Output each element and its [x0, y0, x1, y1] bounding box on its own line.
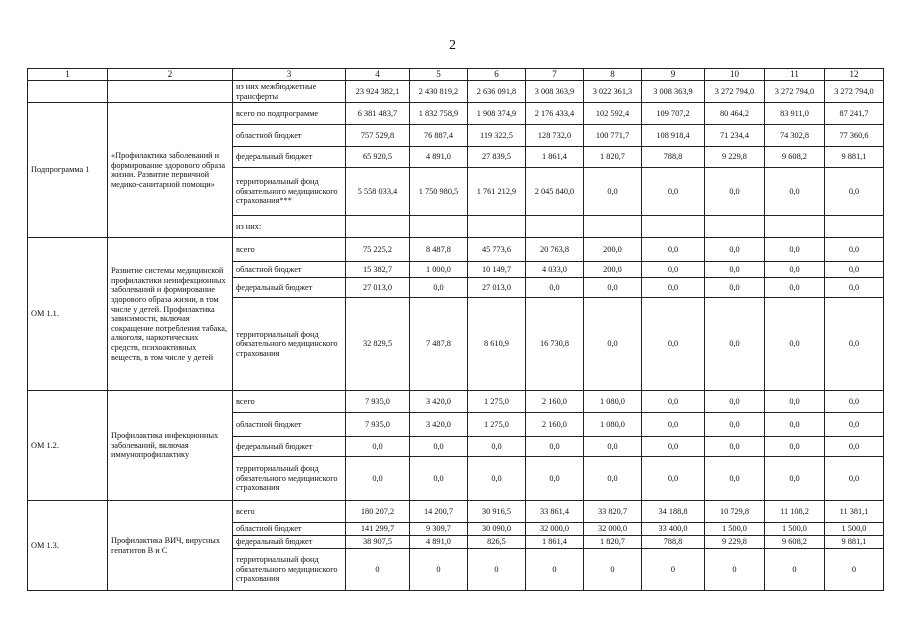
value-cell: 3 272 794,0 [825, 81, 884, 103]
value-cell: 33 820,7 [584, 501, 642, 523]
value-cell: 7 935,0 [346, 413, 410, 437]
value-cell: 8 487,8 [410, 238, 468, 262]
value-cell: 2 430 819,2 [410, 81, 468, 103]
value-cell: 0 [468, 549, 526, 591]
funding-source: федеральный бюджет [233, 437, 346, 457]
header-cell: 2 [108, 69, 233, 81]
funding-source: территориальный фонд обязательного медицинского страхования [233, 298, 346, 391]
value-cell: 45 773,6 [468, 238, 526, 262]
value-cell: 83 911,0 [765, 103, 825, 125]
value-cell: 0,0 [705, 298, 765, 391]
value-cell: 9 881,1 [825, 147, 884, 168]
funding-source: областной бюджет [233, 413, 346, 437]
value-cell: 1 500,0 [705, 523, 765, 536]
value-cell: 3 272 794,0 [705, 81, 765, 103]
value-cell: 76 887,4 [410, 125, 468, 147]
value-cell: 0,0 [825, 262, 884, 278]
budget-table [27, 68, 884, 591]
value-cell: 0,0 [526, 278, 584, 298]
value-cell: 32 000,0 [584, 523, 642, 536]
page-number: 2 [449, 38, 456, 53]
funding-source: территориальный фонд обязательного медицинского страхования*** [233, 168, 346, 216]
value-cell [584, 216, 642, 238]
value-cell: 3 272 794,0 [765, 81, 825, 103]
header-cell: 12 [825, 69, 884, 81]
value-cell [642, 216, 705, 238]
program-code-cell: ОМ 1.3. [28, 501, 108, 591]
value-cell: 0,0 [526, 457, 584, 501]
value-cell: 1 820,7 [584, 147, 642, 168]
value-cell: 0,0 [346, 437, 410, 457]
value-cell: 7 487,8 [410, 298, 468, 391]
value-cell: 3 008 363,9 [526, 81, 584, 103]
value-cell: 0 [584, 549, 642, 591]
value-cell: 9 881,1 [825, 536, 884, 549]
value-cell: 2 045 840,0 [526, 168, 584, 216]
value-cell: 0,0 [705, 262, 765, 278]
value-cell: 0,0 [705, 437, 765, 457]
value-cell: 1 750 980,5 [410, 168, 468, 216]
value-cell: 2 160,0 [526, 391, 584, 413]
header-cell: 1 [28, 69, 108, 81]
value-cell: 0,0 [765, 238, 825, 262]
value-cell: 0,0 [468, 437, 526, 457]
value-cell: 0,0 [642, 278, 705, 298]
value-cell: 1 080,0 [584, 391, 642, 413]
value-cell: 27 839,5 [468, 147, 526, 168]
value-cell: 3 420,0 [410, 413, 468, 437]
value-cell: 788,8 [642, 147, 705, 168]
value-cell: 0,0 [705, 413, 765, 437]
value-cell [705, 216, 765, 238]
value-cell: 1 861,4 [526, 147, 584, 168]
value-cell: 0,0 [825, 168, 884, 216]
header-cell: 10 [705, 69, 765, 81]
program-code-cell [28, 81, 108, 103]
value-cell [468, 216, 526, 238]
value-cell: 0,0 [705, 238, 765, 262]
value-cell: 0,0 [825, 278, 884, 298]
value-cell: 0,0 [765, 298, 825, 391]
value-cell: 71 234,4 [705, 125, 765, 147]
value-cell: 38 907,5 [346, 536, 410, 549]
value-cell: 0,0 [584, 437, 642, 457]
value-cell: 0 [526, 549, 584, 591]
value-cell: 30 090,0 [468, 523, 526, 536]
value-cell [410, 216, 468, 238]
value-cell: 0,0 [584, 298, 642, 391]
value-cell: 108 918,4 [642, 125, 705, 147]
value-cell: 0,0 [705, 391, 765, 413]
funding-source: областной бюджет [233, 125, 346, 147]
value-cell: 32 000,0 [526, 523, 584, 536]
value-cell: 0 [825, 549, 884, 591]
value-cell: 80 464,2 [705, 103, 765, 125]
funding-source: областной бюджет [233, 523, 346, 536]
funding-source: всего по подпрограмме [233, 103, 346, 125]
value-cell: 0,0 [825, 437, 884, 457]
value-cell: 32 829,5 [346, 298, 410, 391]
value-cell [526, 216, 584, 238]
table-row [28, 391, 884, 413]
funding-source: всего [233, 238, 346, 262]
value-cell: 0,0 [825, 298, 884, 391]
value-cell: 2 636 091,8 [468, 81, 526, 103]
value-cell: 1 761 212,9 [468, 168, 526, 216]
value-cell: 10 729,8 [705, 501, 765, 523]
value-cell [825, 216, 884, 238]
value-cell: 1 275,0 [468, 413, 526, 437]
value-cell: 0,0 [765, 278, 825, 298]
value-cell: 9 229,8 [705, 147, 765, 168]
funding-source: федеральный бюджет [233, 536, 346, 549]
value-cell: 15 382,7 [346, 262, 410, 278]
header-cell: 4 [346, 69, 410, 81]
value-cell: 0,0 [526, 437, 584, 457]
value-cell: 1 820,7 [584, 536, 642, 549]
value-cell: 65 920,5 [346, 147, 410, 168]
funding-source: всего [233, 391, 346, 413]
value-cell: 200,0 [584, 262, 642, 278]
value-cell: 0,0 [642, 262, 705, 278]
value-cell: 141 299,7 [346, 523, 410, 536]
header-cell: 6 [468, 69, 526, 81]
value-cell: 0,0 [705, 278, 765, 298]
value-cell: 1 500,0 [825, 523, 884, 536]
value-cell: 0 [346, 549, 410, 591]
value-cell: 109 707,2 [642, 103, 705, 125]
program-code-cell: ОМ 1.2. [28, 391, 108, 501]
value-cell: 1 000,0 [410, 262, 468, 278]
value-cell: 74 302,8 [765, 125, 825, 147]
program-name-cell [108, 81, 233, 103]
table-row [28, 103, 884, 125]
program-name-cell: Развитие системы медицинской профилактики неинфекционных заболеваний и формирование здорового образа жизни, в том числе у детей. Профилактика зависимости, включая сокращение потребления табака, алкоголя, наркотических средств, психоактивных веществ, в том числе у детей [108, 238, 233, 391]
value-cell: 1 275,0 [468, 391, 526, 413]
value-cell: 0 [642, 549, 705, 591]
value-cell: 0,0 [705, 457, 765, 501]
value-cell [346, 216, 410, 238]
value-cell: 0,0 [765, 391, 825, 413]
program-code-cell: ОМ 1.1. [28, 238, 108, 391]
value-cell: 9 608,2 [765, 536, 825, 549]
program-name-cell: «Профилактика заболеваний и формирование здорового образа жизни. Развитие первичной медико-санитарной помощи» [108, 103, 233, 238]
value-cell: 0,0 [642, 413, 705, 437]
value-cell: 0 [765, 549, 825, 591]
value-cell: 200,0 [584, 238, 642, 262]
value-cell: 20 763,8 [526, 238, 584, 262]
value-cell: 0,0 [468, 457, 526, 501]
value-cell: 0,0 [642, 238, 705, 262]
value-cell: 0,0 [705, 168, 765, 216]
value-cell: 10 149,7 [468, 262, 526, 278]
funding-source: территориальный фонд обязательного медицинского страхования [233, 457, 346, 501]
value-cell: 0,0 [825, 413, 884, 437]
value-cell: 1 500,0 [765, 523, 825, 536]
value-cell: 4 891,0 [410, 536, 468, 549]
value-cell: 6 381 483,7 [346, 103, 410, 125]
header-cell: 9 [642, 69, 705, 81]
value-cell: 5 558 033,4 [346, 168, 410, 216]
value-cell: 4 033,0 [526, 262, 584, 278]
program-code-cell: Подпрограмма 1 [28, 103, 108, 238]
value-cell: 0,0 [584, 457, 642, 501]
table-row [28, 501, 884, 523]
value-cell: 0,0 [765, 168, 825, 216]
value-cell: 0,0 [346, 457, 410, 501]
value-cell: 87 241,7 [825, 103, 884, 125]
value-cell: 100 771,7 [584, 125, 642, 147]
value-cell: 0,0 [825, 238, 884, 262]
funding-source: областной бюджет [233, 262, 346, 278]
value-cell: 0,0 [584, 168, 642, 216]
value-cell: 0,0 [825, 391, 884, 413]
table-header-row [28, 69, 884, 81]
value-cell: 0,0 [642, 168, 705, 216]
value-cell: 0,0 [642, 391, 705, 413]
value-cell [765, 216, 825, 238]
value-cell: 0,0 [765, 262, 825, 278]
value-cell: 8 610,9 [468, 298, 526, 391]
value-cell: 33 861,4 [526, 501, 584, 523]
funding-source: из них: [233, 216, 346, 238]
value-cell: 27 013,0 [468, 278, 526, 298]
value-cell: 102 592,4 [584, 103, 642, 125]
value-cell: 11 381,1 [825, 501, 884, 523]
value-cell: 30 916,5 [468, 501, 526, 523]
value-cell: 0,0 [642, 298, 705, 391]
value-cell: 16 730,8 [526, 298, 584, 391]
header-cell: 3 [233, 69, 346, 81]
value-cell: 826,5 [468, 536, 526, 549]
value-cell: 0,0 [765, 413, 825, 437]
value-cell: 788,8 [642, 536, 705, 549]
funding-source: федеральный бюджет [233, 278, 346, 298]
value-cell: 757 529,8 [346, 125, 410, 147]
funding-source: всего [233, 501, 346, 523]
value-cell: 128 732,0 [526, 125, 584, 147]
value-cell: 27 013,0 [346, 278, 410, 298]
value-cell: 23 924 382,1 [346, 81, 410, 103]
funding-source: из них межбюджетные трансферты [233, 81, 346, 103]
value-cell: 9 309,7 [410, 523, 468, 536]
value-cell: 11 108,2 [765, 501, 825, 523]
value-cell: 33 400,0 [642, 523, 705, 536]
value-cell: 0 [410, 549, 468, 591]
value-cell: 0,0 [410, 457, 468, 501]
value-cell: 3 022 361,3 [584, 81, 642, 103]
value-cell: 75 225,2 [346, 238, 410, 262]
value-cell: 0 [705, 549, 765, 591]
value-cell: 3 420,0 [410, 391, 468, 413]
value-cell: 9 608,2 [765, 147, 825, 168]
value-cell: 0,0 [642, 437, 705, 457]
value-cell: 0,0 [825, 457, 884, 501]
table-row [28, 81, 884, 103]
header-cell: 5 [410, 69, 468, 81]
value-cell: 0,0 [410, 278, 468, 298]
funding-source: территориальный фонд обязательного медицинского страхования [233, 549, 346, 591]
value-cell: 2 160,0 [526, 413, 584, 437]
value-cell: 119 322,5 [468, 125, 526, 147]
value-cell: 2 176 433,4 [526, 103, 584, 125]
value-cell: 0,0 [765, 437, 825, 457]
value-cell: 4 891,0 [410, 147, 468, 168]
value-cell: 0,0 [765, 457, 825, 501]
value-cell: 0,0 [584, 278, 642, 298]
value-cell: 3 008 363,9 [642, 81, 705, 103]
header-cell: 7 [526, 69, 584, 81]
value-cell: 1 080,0 [584, 413, 642, 437]
value-cell: 9 229,8 [705, 536, 765, 549]
header-cell: 11 [765, 69, 825, 81]
value-cell: 1 861,4 [526, 536, 584, 549]
program-name-cell: Профилактика ВИЧ, вирусных гепатитов В и С [108, 501, 233, 591]
value-cell: 0,0 [410, 437, 468, 457]
value-cell: 14 200,7 [410, 501, 468, 523]
value-cell: 34 188,8 [642, 501, 705, 523]
value-cell: 180 207,2 [346, 501, 410, 523]
funding-source: федеральный бюджет [233, 147, 346, 168]
table-row [28, 238, 884, 262]
header-cell: 8 [584, 69, 642, 81]
program-name-cell: Профилактика инфекционных заболеваний, включая иммунопрофилактику [108, 391, 233, 501]
value-cell: 77 360,6 [825, 125, 884, 147]
value-cell: 1 908 374,9 [468, 103, 526, 125]
value-cell: 7 935,0 [346, 391, 410, 413]
value-cell: 1 832 758,9 [410, 103, 468, 125]
value-cell: 0,0 [642, 457, 705, 501]
